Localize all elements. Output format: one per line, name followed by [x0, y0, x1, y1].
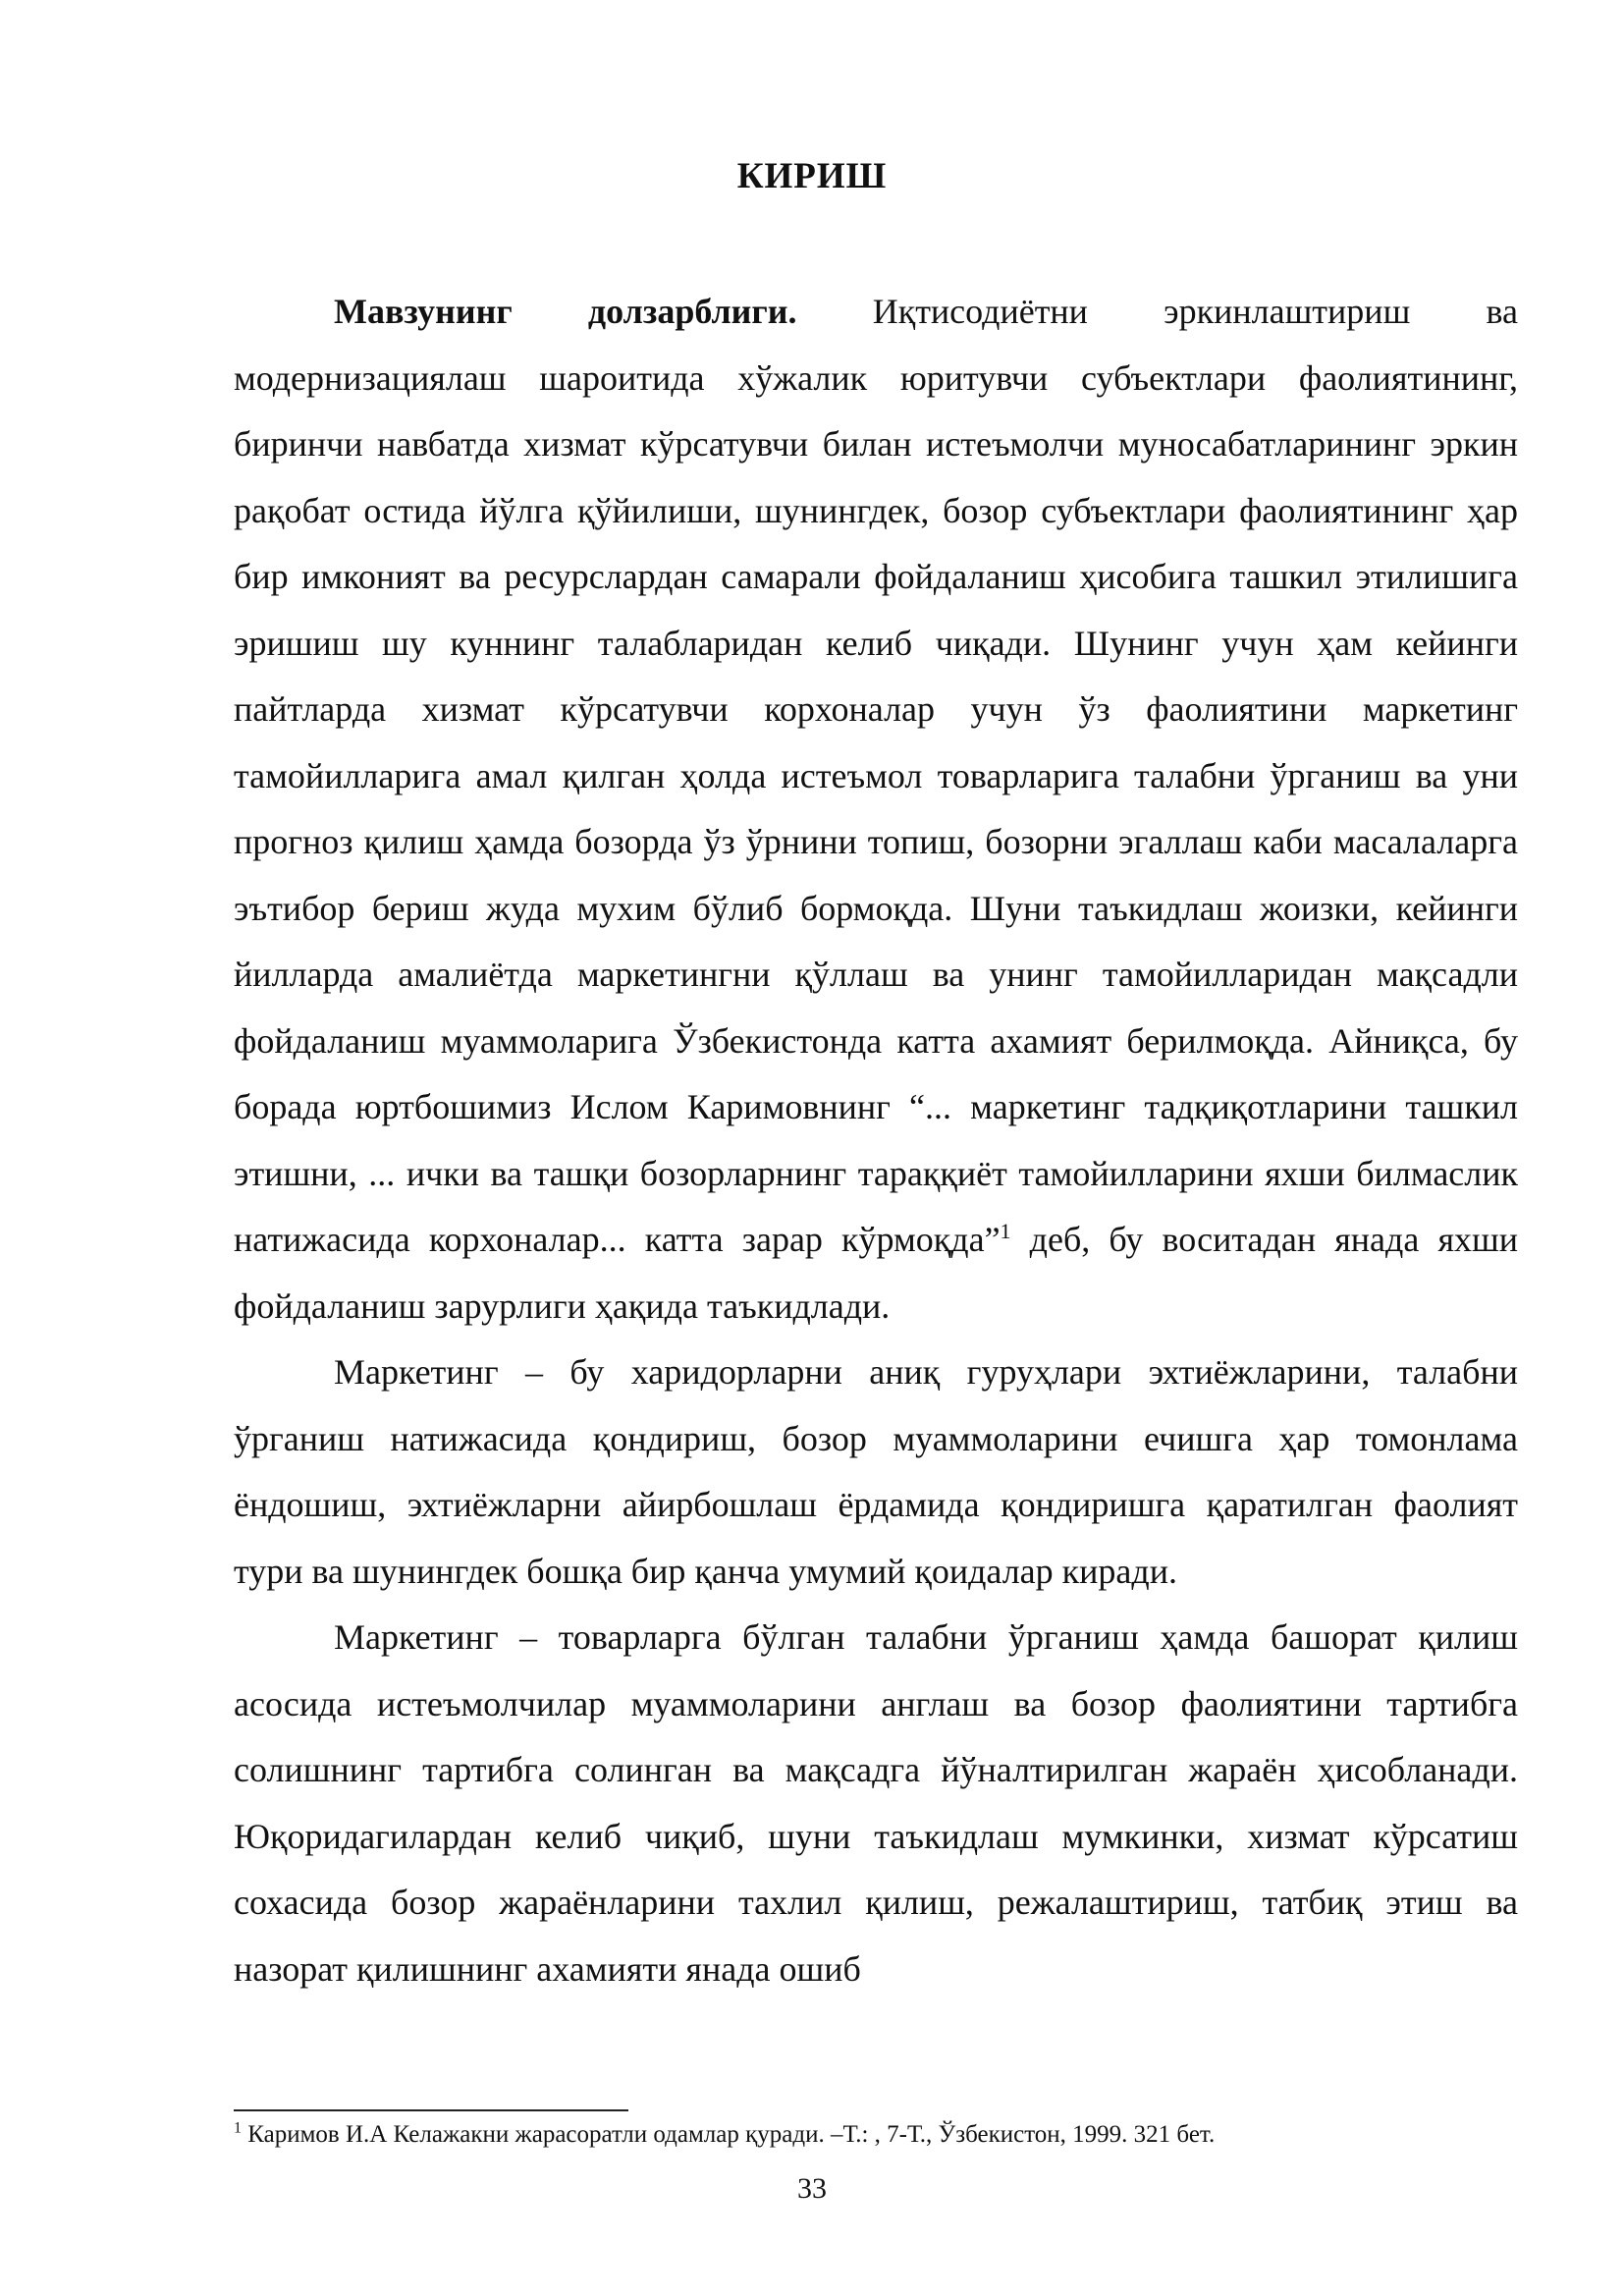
paragraph-text-continued: деб, бу воситадан янада яхши фойдаланиш зарурлиги ҳақида таъкидлади. [234, 1220, 1518, 1326]
paragraph-lead: Мавзунинг долзарблиги. [334, 292, 797, 331]
paragraph-text: Иқтисодиётни эркинлаштириш ва модернизациялаш шароитида хўжалик юритувчи субъектлари фаолиятининг, биринчи навбатда хизмат кўрсатувчи билан истеъмолчи муносабатларининг эркин рақобат остида йўлга қўйилиши, шунингдек, бозор субъектлари фаолиятининг ҳар бир имконият ва ресурслардан самарали фойдаланиш ҳисобига ташкил этилишига эришиш шу куннинг талабларидан келиб чиқади. Шунинг учун ҳам кейинги пайтларда хизмат кўрсатувчи корхоналар учун ўз фаолиятини маркетинг тамойилларига амал қилган ҳолда истеъмол товарларига талабни ўрганиш ва уни прогноз қилиш ҳамда бозорда ўз ўрнини топиш, бозорни эгаллаш каби масалаларга эътибор бериш жуда мухим бўлиб бормоқда. Шуни таъкидлаш жоизки, кейинги йилларда амалиётда маркетингни қўллаш ва унинг тамойилларидан мақсадли фойдаланиш муаммоларига Ўзбекистонда катта ахамият берилмоқда. Айниқса, бу борада юртбошимиз Ислом Каримовнинг “... маркетинг тадқиқотларини ташкил этишни, ... ички ва ташқи бозорларнинг тараққиёт тамойилларини яхши билмаслик натижасида корхоналар... катта зарар кўрмоқда” [234, 292, 1519, 1259]
section-heading: КИРИШ [736, 156, 888, 196]
footnote [234, 2119, 1518, 2151]
paragraph-marketing-definition: Маркетинг – бу харидорларни аниқ гуруҳлари эхтиёжларини, талабни ўрганиш натижасида қондириш, бозор муаммоларини ечишга ҳар томонлама ёндошиш, эхтиёжларни айирбошлаш ёрдамида қондиришга қаратилган фаолият тури ва шунингдек бошқа бир қанча умумий қоидалар киради. [234, 1352, 1518, 1591]
footnote-marker: 1 [234, 2119, 242, 2137]
page-number: 33 [797, 2172, 827, 2205]
footnote-reference: 1 [1000, 1219, 1011, 1243]
paragraph-marketing-process: Маркетинг – товарларга бўлган талабни ўрганиш ҳамда башорат қилиш асосида истеъмолчилар муаммоларини англаш ва бозор фаолиятини тартибга солишнинг тартибга солинган ва мақсадга йўналтирилган жараён ҳисобланади. Юқоридагилардан келиб чиқиб, шуни таъкидлаш мумкинки, хизмат кўрсатиш сохасида бозор жараёнларини тахлил қилиш, режалаштириш, татбиқ этиш ва назорат қилишнинг ахамияти янада ошиб [234, 1617, 1518, 1989]
footnote-text: Каримов И.А Келажакни жарасоратли одамлар қуради. –Т.: , 7-Т., Ўзбекистон, 1999. 321 бет. [242, 2121, 1216, 2148]
paragraph-relevance [234, 279, 1518, 1339]
footnote-separator [234, 2109, 628, 2111]
body-text [234, 279, 1518, 2002]
